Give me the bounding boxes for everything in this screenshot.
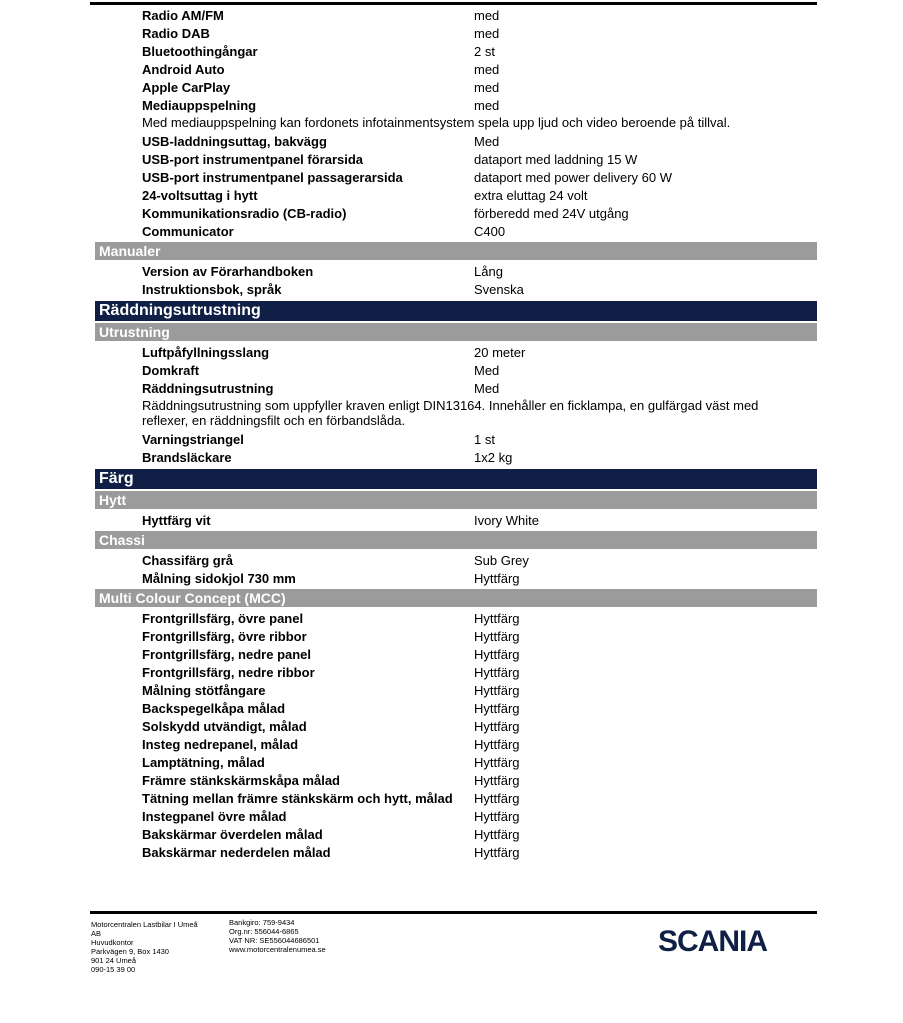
bottom-rule xyxy=(90,911,817,914)
spec-row xyxy=(95,645,817,663)
spec-row xyxy=(95,511,817,529)
spec-list xyxy=(95,6,817,861)
spec-row xyxy=(95,379,817,397)
footer-line: Huvudkontor xyxy=(91,938,134,947)
spec-row xyxy=(95,699,817,717)
footer-line: 090-15 39 00 xyxy=(91,965,136,974)
subsection-header: Manualer xyxy=(95,242,817,260)
spec-label: Kommunikationsradio (CB-radio) xyxy=(142,206,347,221)
spec-row xyxy=(95,262,817,280)
spec-row xyxy=(95,609,817,627)
spec-row xyxy=(95,361,817,379)
spec-row xyxy=(95,569,817,587)
spec-label: Mediauppspelning xyxy=(142,98,257,113)
spec-label: Frontgrillsfärg, nedre ribbor xyxy=(142,665,315,680)
spec-row xyxy=(95,42,817,60)
spec-value: Svenska xyxy=(474,282,524,297)
spec-label: Android Auto xyxy=(142,62,225,77)
spec-value: Hyttfärg xyxy=(474,629,520,644)
spec-row xyxy=(95,204,817,222)
spec-label: Bakskärmar överdelen målad xyxy=(142,827,323,842)
spec-row xyxy=(95,222,817,240)
spec-label: Räddningsutrustning xyxy=(142,381,274,396)
spec-label: Hyttfärg vit xyxy=(142,513,211,528)
spec-label: Främre stänkskärmskåpa målad xyxy=(142,773,341,788)
subsection-header: Hytt xyxy=(95,491,817,509)
spec-label: Domkraft xyxy=(142,363,200,378)
spec-row xyxy=(95,168,817,186)
footer-line: www.motorcentralenumea.se xyxy=(229,945,326,954)
spec-label: USB-port instrumentpanel passagerarsida xyxy=(142,170,403,185)
spec-label: Radio AM/FM xyxy=(142,8,224,23)
section-header: Färg xyxy=(95,469,817,489)
footer-line: Parkvägen 9, Box 1430 xyxy=(91,947,169,956)
spec-value: med xyxy=(474,80,500,95)
subsection-header: Utrustning xyxy=(95,323,817,341)
spec-label: Communicator xyxy=(142,224,234,239)
spec-value: Med xyxy=(474,134,500,149)
spec-row xyxy=(95,96,817,114)
spec-value: med xyxy=(474,98,500,113)
spec-value: Hyttfärg xyxy=(474,571,520,586)
footer-line: AB xyxy=(91,929,102,938)
spec-label: Målning stötfångare xyxy=(142,683,266,698)
spec-label: USB-port instrumentpanel förarsida xyxy=(142,152,364,167)
spec-row xyxy=(95,24,817,42)
spec-label: Insteg nedrepanel, målad xyxy=(142,737,299,752)
spec-value: Hyttfärg xyxy=(474,701,520,716)
spec-row xyxy=(95,186,817,204)
subsection-header: Multi Colour Concept (MCC) xyxy=(95,589,817,607)
spec-label: Solskydd utvändigt, målad xyxy=(142,719,307,734)
item-description: Räddningsutrustning som uppfyller kraven enligt DIN13164. Innehåller en ficklampa, en gulfärgad väst med reflexer, en räddningsfilt och en förbandslåda. xyxy=(142,398,759,428)
spec-row xyxy=(95,280,817,298)
top-rule xyxy=(90,2,817,5)
spec-label: Luftpåfyllningsslang xyxy=(142,345,270,360)
spec-row xyxy=(95,132,817,150)
spec-value: 1 st xyxy=(474,432,495,447)
section-header: Räddningsutrustning xyxy=(95,301,817,321)
spec-value: dataport med power delivery 60 W xyxy=(474,170,672,185)
spec-value: med xyxy=(474,62,500,77)
spec-value: Med xyxy=(474,363,500,378)
spec-value: Hyttfärg xyxy=(474,845,520,860)
spec-value: Hyttfärg xyxy=(474,683,520,698)
spec-row xyxy=(95,807,817,825)
item-description: Med mediauppspelning kan fordonets infotainmentsystem spela upp ljud och video beroende på tillval. xyxy=(142,115,731,130)
spec-label: Tätning mellan främre stänkskärm och hytt, målad xyxy=(142,791,453,806)
spec-label: Instruktionsbok, språk xyxy=(142,282,282,297)
spec-label: Bakskärmar nederdelen målad xyxy=(142,845,331,860)
spec-value: Hyttfärg xyxy=(474,773,520,788)
footer-line: Motorcentralen Lastbilar I Umeå xyxy=(91,920,198,929)
spec-label: USB-laddningsuttag, bakvägg xyxy=(142,134,327,149)
spec-row xyxy=(95,448,817,466)
spec-label: Bluetoothingångar xyxy=(142,44,258,59)
spec-value: med xyxy=(474,8,500,23)
spec-value: Ivory White xyxy=(474,513,540,528)
spec-label: Frontgrillsfärg, övre ribbor xyxy=(142,629,307,644)
spec-row xyxy=(95,6,817,24)
spec-value: Hyttfärg xyxy=(474,719,520,734)
spec-row xyxy=(95,627,817,645)
spec-value: extra eluttag 24 volt xyxy=(474,188,588,203)
footer-bank-info xyxy=(229,918,326,954)
spec-row xyxy=(95,789,817,807)
spec-value: förberedd med 24V utgång xyxy=(474,206,629,221)
spec-value: Hyttfärg xyxy=(474,611,520,626)
spec-row xyxy=(95,825,817,843)
spec-value: Hyttfärg xyxy=(474,647,520,662)
spec-row xyxy=(95,843,817,861)
spec-label: Frontgrillsfärg, nedre panel xyxy=(142,647,312,662)
scania-logo: SCANIA xyxy=(658,925,768,958)
spec-label: Frontgrillsfärg, övre panel xyxy=(142,611,304,626)
spec-value: 2 st xyxy=(474,44,495,59)
footer-line: Org.nr: 556044-6865 xyxy=(229,927,299,936)
spec-value: Hyttfärg xyxy=(474,827,520,842)
spec-label: 24-voltsuttag i hytt xyxy=(142,188,258,203)
spec-value: med xyxy=(474,26,500,41)
footer-line: 901 24 Umeå xyxy=(91,956,137,965)
spec-value: Hyttfärg xyxy=(474,809,520,824)
spec-value: 20 meter xyxy=(474,345,526,360)
spec-value: Hyttfärg xyxy=(474,755,520,770)
spec-row xyxy=(95,681,817,699)
spec-label: Version av Förarhandboken xyxy=(142,264,314,279)
spec-label: Instegpanel övre målad xyxy=(142,809,287,824)
spec-value: Sub Grey xyxy=(474,553,529,568)
spec-label: Brandsläckare xyxy=(142,450,232,465)
spec-row xyxy=(95,663,817,681)
footer-line: Bankgiro: 759-9434 xyxy=(229,918,295,927)
spec-row xyxy=(95,717,817,735)
spec-value: Lång xyxy=(474,264,503,279)
spec-value: dataport med laddning 15 W xyxy=(474,152,638,167)
spec-row xyxy=(95,430,817,448)
spec-label: Backspegelkåpa målad xyxy=(142,701,286,716)
spec-row xyxy=(95,771,817,789)
spec-label: Chassifärg grå xyxy=(142,553,234,568)
spec-row xyxy=(95,753,817,771)
spec-label: Målning sidokjol 730 mm xyxy=(142,571,296,586)
spec-row xyxy=(95,735,817,753)
spec-value: Hyttfärg xyxy=(474,737,520,752)
spec-row xyxy=(95,60,817,78)
spec-label: Apple CarPlay xyxy=(142,80,231,95)
spec-row xyxy=(95,343,817,361)
spec-label: Varningstriangel xyxy=(142,432,244,447)
spec-value: Hyttfärg xyxy=(474,791,520,806)
footer-company-info xyxy=(91,920,198,974)
spec-value: C400 xyxy=(474,224,506,239)
spec-value: 1x2 kg xyxy=(474,450,513,465)
spec-label: Lamptätning, målad xyxy=(142,755,265,770)
spec-row xyxy=(95,78,817,96)
spec-value: Med xyxy=(474,381,500,396)
spec-value: Hyttfärg xyxy=(474,665,520,680)
subsection-header: Chassi xyxy=(95,531,817,549)
spec-row xyxy=(95,551,817,569)
spec-label: Radio DAB xyxy=(142,26,210,41)
footer-line: VAT NR: SE556044686501 xyxy=(229,936,320,945)
spec-row xyxy=(95,150,817,168)
